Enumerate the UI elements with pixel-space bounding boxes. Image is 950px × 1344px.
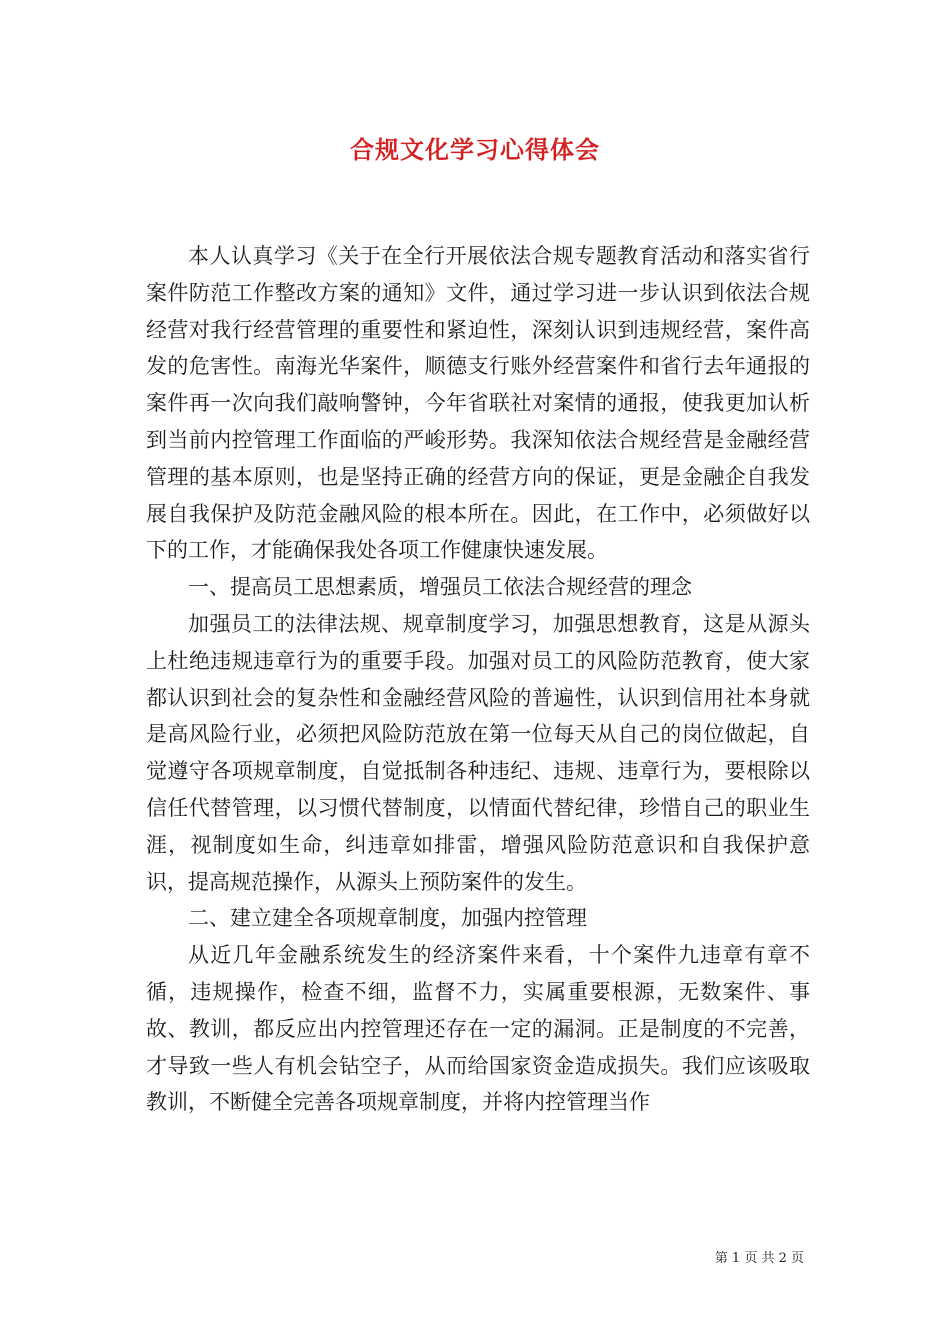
section-heading-1: 一、提高员工思想素质，增强员工依法合规经营的理念 — [188, 575, 692, 600]
section-heading-2: 二、建立建全各项规章制度，加强内控管理 — [188, 906, 587, 931]
page-number: 第 1 页 共 2 页 — [714, 1251, 804, 1266]
paragraph-section-1: 加强员工的法律法规、规章制度学习，加强思想教育，这是从源头上杜绝违规违章行为的重要手段。加强对员工的风险防范教育，使大家都认识到社会的复杂性和金融经营风险的普遍性，认识到信用社本身就是高风险行业，必须把风险防范放在第一位每天从自己的岗位做起，自觉遵守各项规章制度，自觉抵制各种违纪、违规、违章行为，要根除以信任代替管理，以习惯代替制度，以情面代替纪律，珍惜自己的职业生涯，视制度如生命，纠违章如排雷，增强风险防范意识和自我保护意识，提高规范操作，从源头上预防案件的发生。 — [146, 611, 810, 894]
paragraph-intro: 本人认真学习《关于在全行开展依法合规专题教育活动和落实省行案件防范工作整改方案的通知》文件，通过学习进一步认识到依法合规经营对我行经营管理的重要性和紧迫性，深刻认识到违规经营，案件高发的危害性。南海光华案件，顺德支行账外经营案件和省行去年通报的案件再一次向我们敲响警钟，今年省联社对案情的通报，使我更加认析到当前内控管理工作面临的严峻形势。我深知依法合规经营是金融经营管理的基本原则，也是坚持正确的经营方向的保证，更是金融企自我发展自我保护及防范金融风险的根本所在。因此，在工作中，必须做好以下的工作，才能确保我处各项工作健康快速发展。 — [146, 244, 810, 563]
document-body — [146, 238, 810, 1121]
document-title: 合规文化学习心得体会 — [350, 135, 600, 164]
paragraph-section-2: 从近几年金融系统发生的经济案件来看，十个案件九违章有章不循，违规操作，检查不细，监督不力，实属重要根源，无数案件、事故、教训，都反应出内控管理还存在一定的漏洞。正是制度的不完善，才导致一些人有机会钻空子，从而给国家资金造成损失。我们应该吸取教训，不断健全完善各项规章制度，并将内控管理当作 — [146, 943, 810, 1115]
